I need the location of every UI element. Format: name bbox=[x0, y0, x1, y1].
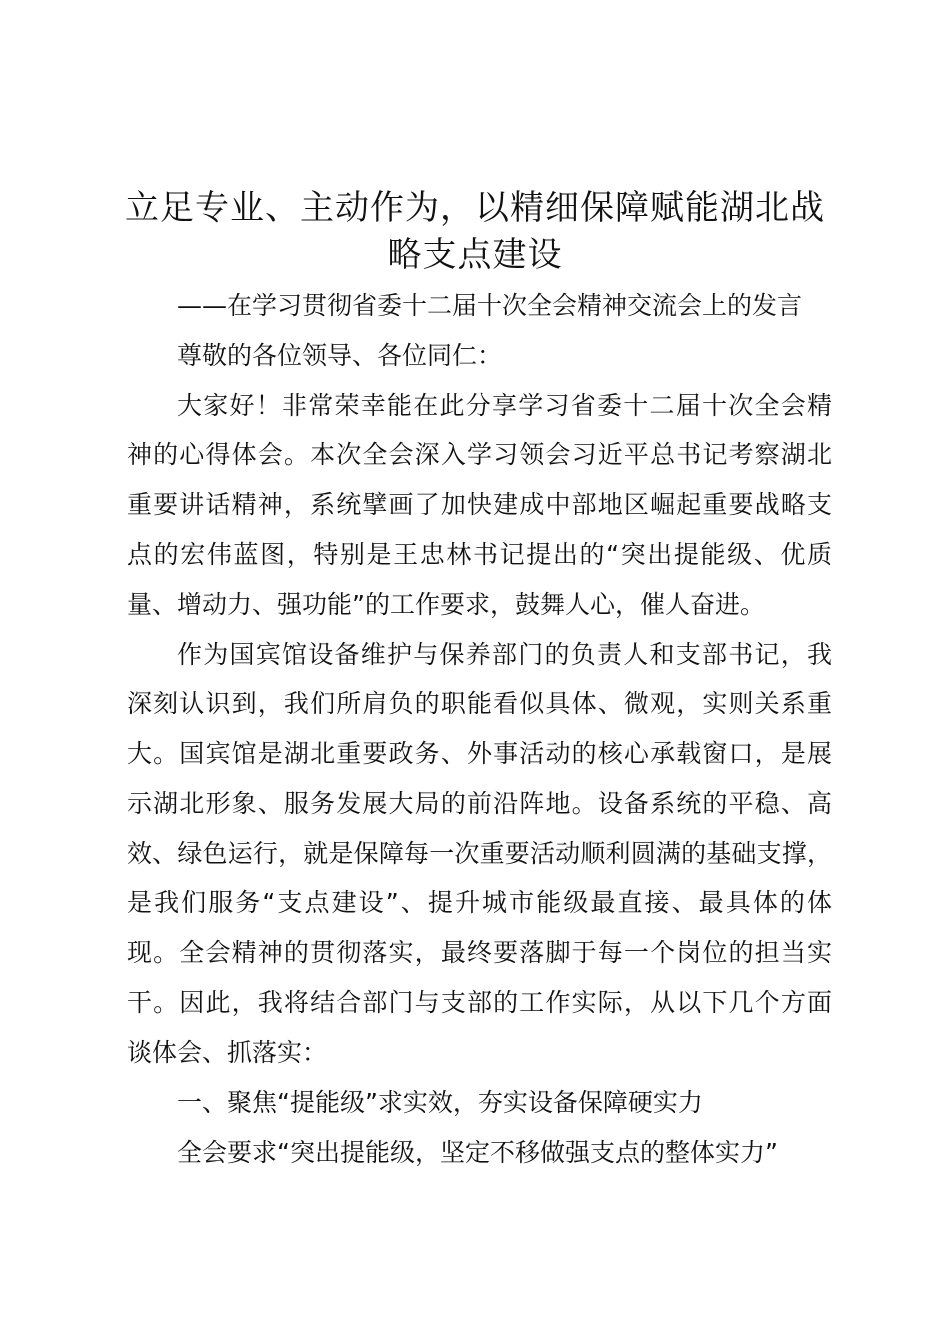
paragraph-line: 大家好！非常荣幸能在此分享学习省委十二届十次全会精 bbox=[177, 391, 832, 420]
paragraph-line: 是我们服务“支点建设”、提升城市能级最直接、最具体的体 bbox=[127, 888, 832, 917]
paragraph-line: 神的心得体会。本次全会深入学习领会习近平总书记考察湖北 bbox=[127, 440, 832, 469]
paragraph-line: 现。全会精神的贯彻落实，最终要落脚于每一个岗位的担当实 bbox=[127, 938, 832, 967]
paragraph-line: 全会要求“突出提能级，坚定不移做强支点的整体实力” bbox=[177, 1138, 778, 1167]
paragraph-line: 示湖北形象、服务发展大局的前沿阵地。设备系统的平稳、高 bbox=[127, 789, 832, 818]
document-title-line-1: 立足专业、主动作为，以精细保障赋能湖北战 bbox=[125, 188, 825, 228]
paragraph-line: 深刻认识到，我们所肩负的职能看似具体、微观，实则关系重 bbox=[127, 689, 832, 718]
salutation: 尊敬的各位领导、各位同仁： bbox=[177, 341, 503, 370]
paragraph-line: 大。国宾馆是湖北重要政务、外事活动的核心承载窗口，是展 bbox=[127, 739, 832, 768]
paragraph-line: 谈体会、抓落实： bbox=[127, 1038, 328, 1067]
paragraph-line: 效、绿色运行，就是保障每一次重要活动顺利圆满的基础支撑， bbox=[127, 839, 832, 868]
paragraph-line: 作为国宾馆设备维护与保养部门的负责人和支部书记，我 bbox=[177, 640, 832, 669]
section-heading: 一、聚焦“提能级”求实效，夯实设备保障硬实力 bbox=[177, 1088, 703, 1117]
paragraph-line: 重要讲话精神，系统擘画了加快建成中部地区崛起重要战略支 bbox=[127, 490, 832, 519]
paragraph-line: 干。因此，我将结合部门与支部的工作实际，从以下几个方面 bbox=[127, 988, 832, 1017]
document-title-line-2: 略支点建设 bbox=[387, 235, 563, 275]
paragraph-line: 点的宏伟蓝图，特别是王忠林书记提出的“突出提能级、优质 bbox=[127, 540, 832, 569]
document-subtitle: ——在学习贯彻省委十二届十次全会精神交流会上的发言 bbox=[177, 291, 803, 320]
paragraph-line: 量、增动力、强功能”的工作要求，鼓舞人心，催人奋进。 bbox=[127, 590, 765, 619]
